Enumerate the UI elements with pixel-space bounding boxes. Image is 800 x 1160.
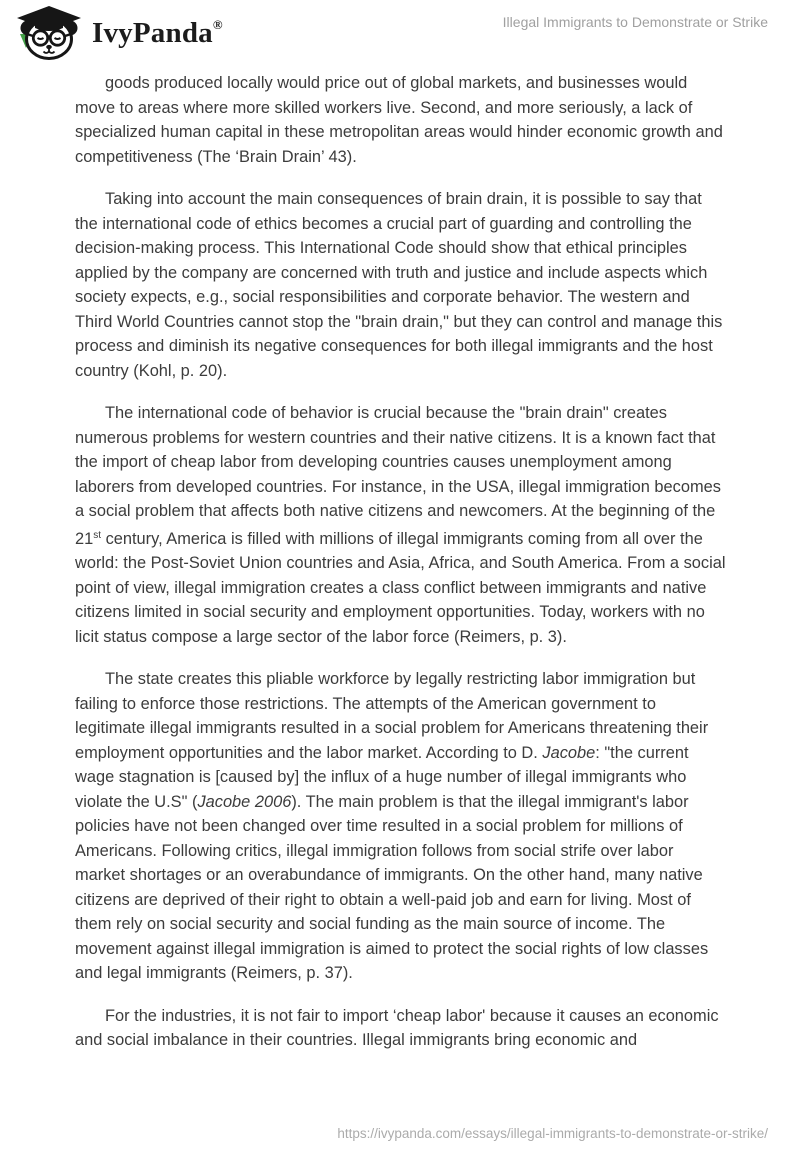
- ivypanda-logo: [13, 5, 223, 61]
- text-run: century, America is filled with millions of illegal immigrants coming from all over the world: the Post-Soviet Union countries and Asia, Africa, and South America. From a social point of view, illegal immigration creates a class conflict between immigrants and native citizens limited in social security and employment opportunities. Today, workers with no licit status compose a large sector of the labor force (Reimers, p. 3).: [75, 529, 726, 646]
- superscript-run: st: [93, 529, 102, 541]
- text-run: For the industries, it is not fair to import ‘cheap labor' because it causes an economic and social imbalance in their countries. Illegal immigrants bring economic and: [75, 1006, 719, 1049]
- text-run: : "the current wage stagnation is [caused by] the influx of a huge number of illegal immigrants who violate the U.S" (: [75, 743, 689, 811]
- text-run: The state creates this pliable workforce by legally restricting labor immigration but failing to enforce those restrictions. The attempts of the American government to legitimate illegal immigrants resulted in a social problem for Americans threatening their employment opportunities and the labor market. According to D.: [75, 670, 709, 762]
- essay-paragraph: [75, 71, 726, 169]
- document-title: Illegal Immigrants to Demonstrate or Strike: [502, 14, 768, 30]
- essay-paragraph: [75, 187, 726, 383]
- brand-name: IvyPanda®: [92, 16, 223, 49]
- text-run: goods produced locally would price out of global markets, and businesses would move to areas where more skilled workers live. Second, and more seriously, a lack of specialized human capital in these metropolitan areas would hinder economic growth and competitiveness (The ‘Brain Drain’ 43).: [75, 74, 723, 166]
- page-header: [0, 0, 800, 64]
- essay-paragraph: [75, 401, 726, 649]
- essay-body: [75, 71, 726, 1071]
- text-run: The international code of behavior is crucial because the "brain drain" creates numerous problems for western countries and their native citizens. It is a known fact that the import of cheap labor from developing countries causes unemployment among laborers from developed countries. For instance, in the USA, illegal immigration becomes a social problem that affects both native citizens and newcomers. At the beginning of the 21: [75, 404, 721, 548]
- text-run: Taking into account the main consequences of brain drain, it is possible to say that the international code of ethics becomes a crucial part of guarding and controlling the decision-making process. This International Code should show that ethical principles applied by the company are concerned with truth and justice and include aspects which society expects, e.g., social responsibilities and corporate behavior. The western and Third World Countries cannot stop the "brain drain," but they can control and manage this process and diminish its negative consequences for both illegal immigrants and the host country (Kohl, p. 20).: [75, 190, 723, 380]
- source-url: https://ivypanda.com/essays/illegal-immigrants-to-demonstrate-or-strike/: [337, 1126, 768, 1141]
- registered-trademark: ®: [212, 16, 223, 32]
- italic-run: Jacobe: [542, 743, 596, 762]
- panda-graduate-icon: [13, 5, 83, 61]
- essay-paragraph: [75, 667, 726, 986]
- text-run: ). The main problem is that the illegal immigrant's labor policies have not been changed over time resulted in a social problem for millions of Americans. Following critics, illegal immigration follows from social strife over labor market shortages or an overabundance of immigrants. On the other hand, many native citizens are deprived of their right to obtain a well-paid job and earn for living. Most of them rely on social security and social funding as the main source of income. The movement against illegal immigration is aimed to protect the social rights of low classes and legal immigrants (Reimers, p. 37).: [75, 792, 709, 982]
- essay-paragraph: [75, 1004, 726, 1053]
- italic-run: Jacobe 2006: [197, 792, 292, 811]
